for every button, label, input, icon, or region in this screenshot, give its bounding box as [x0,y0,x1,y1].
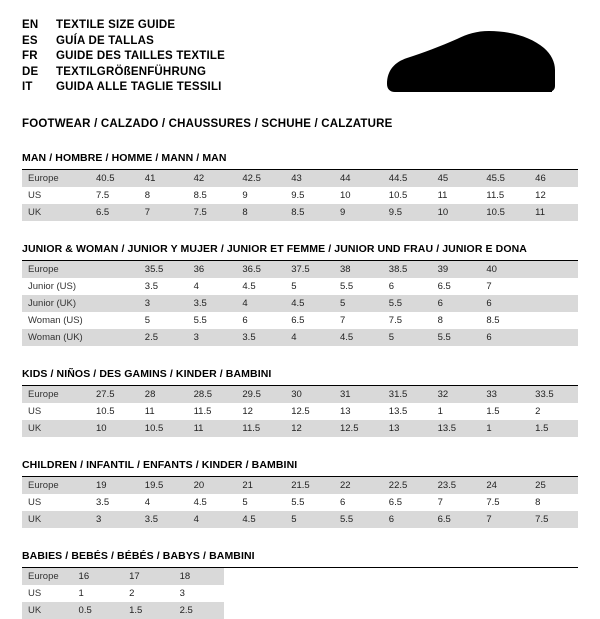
cell: 10 [90,420,139,437]
table-row [22,494,578,511]
size-table [22,170,578,221]
cell: 4 [285,329,334,346]
cell: 27.5 [90,386,139,403]
cell-empty [477,585,528,602]
cell: 42 [188,170,237,187]
cell: 2.5 [174,602,225,619]
cell: 11 [144,406,155,417]
table-row [22,312,578,329]
cell: 1 [480,420,529,437]
cell: 46 [529,170,578,187]
cell: 2 [535,406,541,417]
cell: 3 [90,511,139,528]
table-row [22,585,578,602]
cell: 3.5 [139,511,188,528]
table-row [22,403,578,420]
language-title: TEXTILE SIZE GUIDE [56,19,176,31]
table-row [22,329,578,346]
cell: 5.5 [291,497,305,508]
cell: 5.5 [383,295,432,312]
cell: 22.5 [383,477,432,494]
cell-empty [426,602,477,619]
cell: 37.5 [285,261,334,278]
cell: 19 [90,477,139,494]
cell: 5 [242,497,248,508]
cell [90,312,139,329]
cell: 1.5 [123,602,174,619]
cell: 25 [529,477,578,494]
cell: 4.5 [236,511,285,528]
table-row [22,204,578,221]
section-title: BABIES / BEBÉS / BÉBÉS / BABYS / BAMBINI [22,550,578,568]
table-row [22,170,578,187]
cell: 4 [144,497,151,508]
cell: 7.5 [96,190,110,201]
cell: 6 [480,329,529,346]
section-man [22,152,578,221]
row-label: Europe [22,568,73,585]
cell: 8.5 [193,190,207,201]
section-title: JUNIOR & WOMAN / JUNIOR Y MUJER / JUNIOR ET FEMME / JUNIOR UND FRAU / JUNIOR E DONA [22,243,578,261]
cell-empty [275,568,326,585]
cell: 19.5 [139,477,188,494]
cell: 4 [193,281,199,292]
cell: 5 [144,315,151,326]
cell [90,295,139,312]
cell: 4.5 [334,329,383,346]
cell: 40.5 [90,170,139,187]
section-title: CHILDREN / INFANTIL / ENFANTS / KINDER / BAMBINI [22,459,578,477]
language-code: ES [22,34,38,47]
cell: 13 [383,420,432,437]
language-code: EN [22,19,39,31]
cell: 20 [188,477,237,494]
cell: 6.5 [432,511,481,528]
cell [90,261,139,278]
cell-empty [527,568,578,585]
page-header [22,18,578,101]
cell: 16 [73,568,124,585]
cell: 21 [236,477,285,494]
table-row [22,295,578,312]
cell: 5 [383,329,432,346]
cell-empty [325,602,376,619]
cell: 4.5 [285,295,334,312]
table-row [22,602,578,619]
cell: 13.5 [388,406,408,417]
row-label: Woman (US) [28,315,83,326]
cell: 12 [242,406,253,417]
language-title: GUÍA DE TALLAS [56,34,154,47]
language-title: TEXTILGRÖßENFÜHRUNG [56,65,207,78]
cell: 4 [236,295,285,312]
row-label: Junior (UK) [22,295,90,312]
cell: 9 [334,204,383,221]
cell: 0.5 [73,602,124,619]
cell: 6 [383,511,432,528]
cell: 13 [339,406,351,417]
cell: 32 [432,386,481,403]
cell: 10.5 [96,406,115,417]
language-row [22,34,225,50]
cell: 6 [242,315,248,326]
cell: 3 [139,295,188,312]
size-table [22,477,578,528]
language-code: IT [22,81,33,93]
section-children [22,459,578,528]
cell: 3.5 [96,497,110,508]
cell: 5.5 [334,511,383,528]
cell: 12 [535,190,546,201]
cell: 10 [432,204,481,221]
cell: 13.5 [432,420,481,437]
cell: 11.5 [236,420,285,437]
row-label: Europe [22,386,90,403]
cell: 35.5 [139,261,188,278]
cell: 31 [334,386,383,403]
cell: 7 [480,511,529,528]
dress-shoe-icon [381,30,556,101]
cell [529,312,578,329]
section-title: KIDS / NIÑOS / DES GAMINS / KINDER / BAMBINI [22,368,578,386]
cell [529,261,578,278]
cell: 33 [480,386,529,403]
cell: 8.5 [285,204,334,221]
language-row [22,65,225,81]
row-label: US [28,406,42,417]
cell-empty [275,602,326,619]
cell: 7 [139,204,188,221]
cell: 5.5 [339,281,354,292]
cell: 38.5 [383,261,432,278]
section-kids [22,368,578,437]
cell: 2 [129,588,135,599]
table-row [22,261,578,278]
section-title: MAN / HOMBRE / HOMME / MANN / MAN [22,152,578,170]
cell: 45.5 [480,170,529,187]
cell: 31.5 [383,386,432,403]
cell [529,295,578,312]
table-row [22,420,578,437]
cell: 7.5 [486,497,500,508]
cell-empty [325,585,376,602]
cell: 9.5 [383,204,432,221]
row-label: Europe [22,477,90,494]
size-table [22,261,578,346]
cell: 5.5 [432,329,481,346]
cell: 1.5 [529,420,578,437]
cell: 5.5 [193,315,207,326]
cell: 36.5 [236,261,285,278]
cell-empty [426,585,477,602]
language-title: GUIDE DES TAILLES TEXTILE [56,50,225,62]
cell: 1 [78,588,84,599]
cell: 10.5 [388,190,408,201]
cell-empty [376,568,427,585]
cell: 7.5 [388,315,402,326]
cell: 6.5 [388,497,402,508]
cell: 39 [432,261,481,278]
cell: 45 [432,170,481,187]
cell: 43 [285,170,334,187]
cell: 30 [285,386,334,403]
cell: 3 [188,329,237,346]
cell: 9.5 [291,190,305,201]
cell: 3.5 [188,295,237,312]
cell: 36 [188,261,237,278]
cell: 44 [334,170,383,187]
cell: 11 [529,204,578,221]
cell: 12.5 [334,420,383,437]
cell [90,329,139,346]
language-title-list [22,18,225,96]
cell: 22 [334,477,383,494]
size-table [22,568,578,619]
cell: 7.5 [529,511,578,528]
cell: 3 [179,588,185,599]
cell: 6 [480,295,529,312]
cell: 3.5 [236,329,285,346]
cell: 4.5 [242,281,256,292]
cell: 12 [285,420,334,437]
row-label: UK [22,420,90,437]
cell: 12.5 [291,406,310,417]
cell: 6 [432,295,481,312]
language-row [22,80,225,96]
table-row [22,187,578,204]
cell: 40 [480,261,529,278]
page-title: FOOTWEAR / CALZADO / CHAUSSURES / SCHUHE / CALZATURE [22,118,393,130]
cell-empty [527,602,578,619]
cell: 17 [123,568,174,585]
cell-empty [376,602,427,619]
table-row [22,278,578,295]
cell: 23.5 [432,477,481,494]
cell: 8 [437,315,443,326]
language-title: GUIDA ALLE TAGLIE TESSILI [56,81,222,93]
cell: 42.5 [236,170,285,187]
table-row [22,386,578,403]
cell-empty [376,585,427,602]
language-code: DE [22,65,39,78]
cell: 10 [339,190,351,201]
section-babies [22,550,578,619]
cell: 8 [236,204,285,221]
cell: 1.5 [486,406,500,417]
cell: 24 [480,477,529,494]
row-label: US [28,588,42,599]
cell-empty [275,585,326,602]
cell: 8 [535,497,541,508]
cell: 6.5 [437,281,451,292]
table-row [22,568,578,585]
row-label: UK [22,602,73,619]
cell-empty [224,602,275,619]
cell-empty [325,568,376,585]
cell-empty [477,568,528,585]
cell: 5 [334,295,383,312]
cell: 8.5 [486,315,500,326]
cell [529,329,578,346]
cell: 33.5 [529,386,578,403]
cell: 7 [437,497,443,508]
cell: 44.5 [383,170,432,187]
row-label: Europe [22,261,90,278]
cell: 11.5 [486,190,505,201]
cell: 41 [139,170,188,187]
cell: 18 [174,568,225,585]
cell: 9 [242,190,248,201]
cell: 11 [188,420,237,437]
row-label: Woman (UK) [22,329,90,346]
cell: 4 [188,511,237,528]
row-label: Junior (US) [28,281,77,292]
cell: 1 [437,406,443,417]
section-junior-woman [22,243,578,346]
row-label: US [28,190,42,201]
language-row [22,18,225,34]
language-row [22,49,225,65]
cell: 6 [388,281,395,292]
cell: 29.5 [236,386,285,403]
table-row [22,477,578,494]
cell: 2.5 [139,329,188,346]
language-code: FR [22,50,38,62]
cell: 38 [334,261,383,278]
cell: 8 [144,190,151,201]
cell: 28.5 [188,386,237,403]
cell: 28 [139,386,188,403]
cell: 7 [339,315,346,326]
cell: 4.5 [193,497,207,508]
cell-empty [527,585,578,602]
row-label: US [28,497,42,508]
cell-empty [477,602,528,619]
cell-empty [426,568,477,585]
table-row [22,511,578,528]
cell: 5 [285,511,334,528]
cell: 6.5 [291,315,305,326]
cell: 6.5 [90,204,139,221]
cell: 11.5 [193,406,212,417]
cell: 11 [437,190,448,201]
cell: 3.5 [144,281,159,292]
row-label: Europe [22,170,90,187]
row-label: UK [22,511,90,528]
cell: 7 [486,281,492,292]
cell [90,278,139,295]
cell: 10.5 [139,420,188,437]
cell [529,278,578,295]
row-label: UK [22,204,90,221]
cell-empty [224,585,275,602]
size-table [22,386,578,437]
cell: 21.5 [285,477,334,494]
cell: 10.5 [480,204,529,221]
cell: 6 [339,497,346,508]
cell: 5 [291,281,297,292]
cell: 7.5 [188,204,237,221]
cell-empty [224,568,275,585]
